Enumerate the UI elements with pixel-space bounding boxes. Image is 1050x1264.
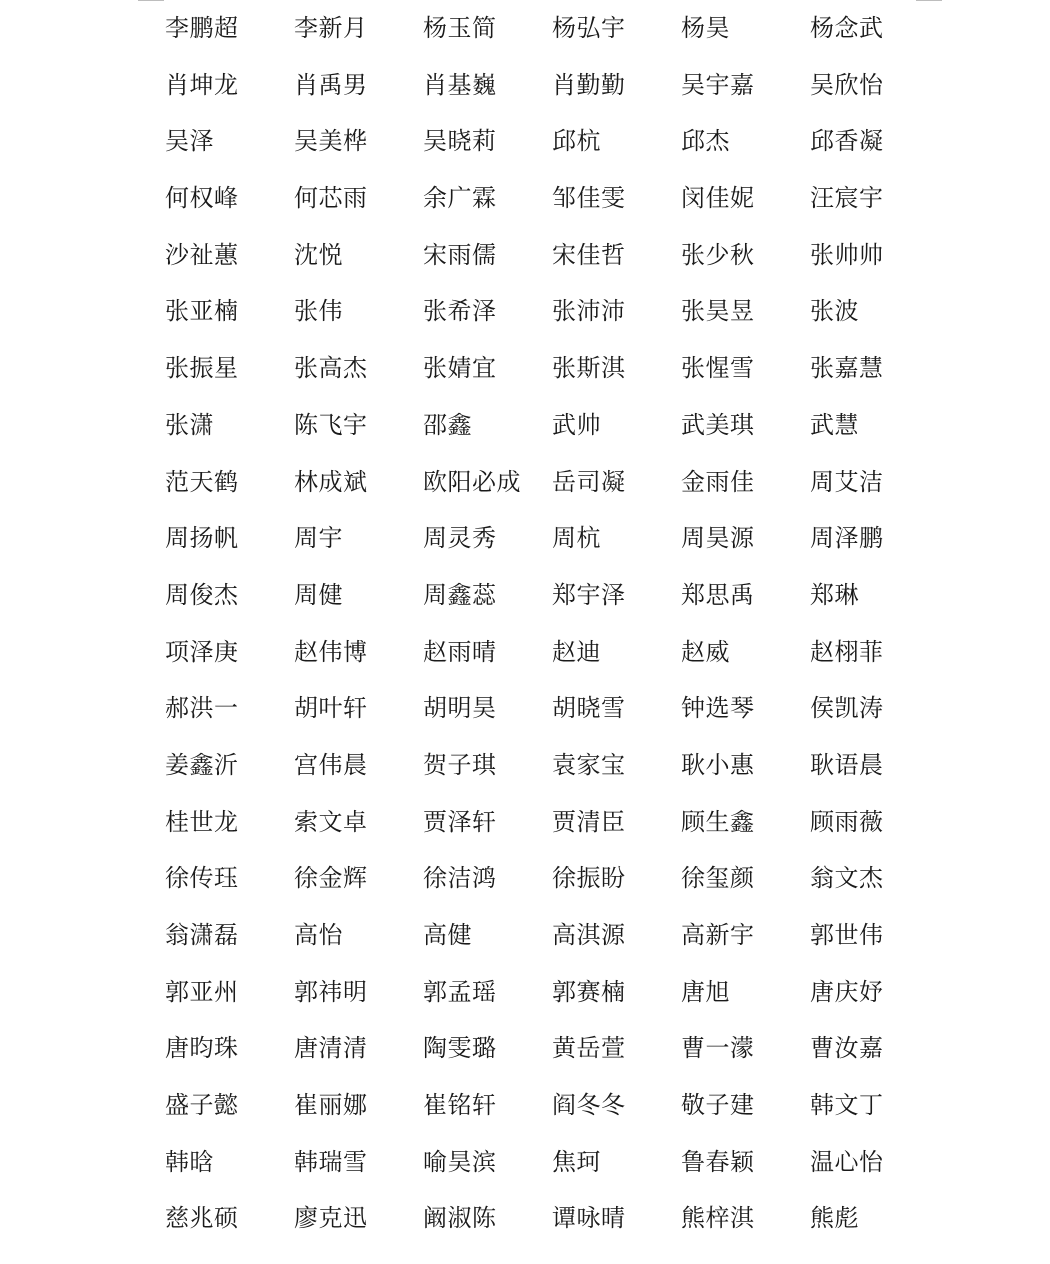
name-entry: 张波 (810, 297, 859, 326)
name-entry: 李鹏超 (165, 14, 239, 42)
name-entry: 周扬帆 (165, 524, 239, 553)
name-entry: 袁家宝 (552, 750, 626, 779)
name-entry: 赵栩菲 (810, 637, 884, 666)
name-entry: 胡叶轩 (294, 694, 368, 723)
name-entry: 赵迪 (552, 637, 601, 666)
name-entry: 崔铭轩 (423, 1091, 497, 1120)
name-entry: 曹汝嘉 (810, 1034, 884, 1063)
name-entry: 邵鑫 (423, 410, 472, 439)
name-entry: 周昊源 (681, 524, 755, 553)
name-entry: 邱香凝 (810, 127, 884, 156)
name-entry: 岳司凝 (552, 467, 626, 496)
name-entry: 高新宇 (681, 921, 755, 949)
name-entry: 张潇 (165, 410, 214, 439)
name-entry: 张希泽 (423, 297, 497, 326)
name-entry: 赵雨晴 (423, 637, 497, 666)
name-entry: 耿小惠 (681, 750, 755, 779)
name-entry: 徐金辉 (294, 864, 368, 893)
name-entry: 张沛沛 (552, 297, 626, 326)
name-entry: 翁文杰 (810, 864, 884, 893)
name-entry: 唐旭 (681, 977, 730, 1006)
name-entry: 沙祉蕙 (165, 240, 239, 269)
name-entry: 郝洪一 (165, 694, 239, 723)
name-entry: 肖坤龙 (165, 70, 239, 99)
name-entry: 慈兆硕 (165, 1204, 239, 1233)
name-entry: 郭赛楠 (552, 977, 626, 1006)
name-entry: 周泽鹏 (810, 524, 884, 553)
name-entry: 唐昀珠 (165, 1034, 239, 1063)
name-entry: 张昊昱 (681, 297, 755, 326)
name-entry: 贾清臣 (552, 807, 626, 836)
name-entry: 熊彪 (810, 1204, 859, 1233)
name-entry: 郭亚州 (165, 977, 239, 1006)
name-entry: 周灵秀 (423, 524, 497, 553)
name-entry: 周杭 (552, 524, 601, 553)
name-entry: 唐庆妤 (810, 977, 884, 1006)
name-entry: 吴泽 (165, 127, 214, 156)
top-divider-left (138, 0, 164, 1)
name-entry: 谭咏晴 (552, 1204, 626, 1233)
name-entry: 汪宸宇 (810, 184, 884, 213)
name-entry: 曹一濛 (681, 1034, 755, 1063)
name-entry: 宫伟晨 (294, 750, 368, 779)
name-entry: 李新月 (294, 14, 368, 42)
name-entry: 张惺雪 (681, 354, 755, 383)
name-entry: 贺子琪 (423, 750, 497, 779)
name-entry: 肖勤勤 (552, 70, 626, 99)
name-entry: 邱杰 (681, 127, 730, 156)
name-entry: 侯凯涛 (810, 694, 884, 723)
name-entry: 姜鑫沂 (165, 750, 239, 779)
name-entry: 贾泽轩 (423, 807, 497, 836)
name-entry: 周艾洁 (810, 467, 884, 496)
name-entry: 周俊杰 (165, 580, 239, 609)
name-entry: 宋雨儒 (423, 240, 497, 269)
name-entry: 郭祎明 (294, 977, 368, 1006)
name-entry: 韩瑞雪 (294, 1147, 368, 1176)
name-entry: 阚淑陈 (423, 1204, 497, 1233)
name-entry: 邹佳雯 (552, 184, 626, 213)
name-entry: 徐振盼 (552, 864, 626, 893)
name-entry: 张伟 (294, 297, 343, 326)
name-entry: 周健 (294, 580, 343, 609)
name-entry: 唐清清 (294, 1034, 368, 1063)
name-entry: 郑宇泽 (552, 580, 626, 609)
name-entry: 张振星 (165, 354, 239, 383)
name-entry: 郭世伟 (810, 921, 884, 949)
name-entry: 张少秋 (681, 240, 755, 269)
name-entry: 徐传珏 (165, 864, 239, 893)
name-entry: 张斯淇 (552, 354, 626, 383)
name-entry: 何权峰 (165, 184, 239, 213)
name-entry: 索文卓 (294, 807, 368, 836)
name-entry: 韩文丁 (810, 1091, 884, 1120)
name-entry: 张婧宜 (423, 354, 497, 383)
name-entry: 项泽庚 (165, 637, 239, 666)
name-entry: 钟选琴 (681, 694, 755, 723)
name-entry: 郑思禹 (681, 580, 755, 609)
name-entry: 顾雨薇 (810, 807, 884, 836)
name-entry: 邱杭 (552, 127, 601, 156)
name-entry: 陈飞宇 (294, 410, 368, 439)
name-entry: 赵伟博 (294, 637, 368, 666)
name-entry: 徐玺颜 (681, 864, 755, 893)
name-list (165, 0, 939, 1247)
name-entry: 耿语晨 (810, 750, 884, 779)
name-entry: 翁潇磊 (165, 921, 239, 949)
name-entry: 欧阳必成 (423, 467, 521, 496)
name-entry: 范天鹤 (165, 467, 239, 496)
name-entry: 周宇 (294, 524, 343, 553)
name-entry: 高怡 (294, 921, 343, 949)
name-entry: 张亚楠 (165, 297, 239, 326)
name-entry: 吴晓莉 (423, 127, 497, 156)
name-entry: 宋佳哲 (552, 240, 626, 269)
name-entry: 徐洁鸿 (423, 864, 497, 893)
name-entry: 陶雯璐 (423, 1034, 497, 1063)
name-entry: 张帅帅 (810, 240, 884, 269)
name-entry: 林成斌 (294, 467, 368, 496)
name-entry: 杨念武 (810, 14, 884, 42)
name-entry: 武帅 (552, 410, 601, 439)
name-entry: 桂世龙 (165, 807, 239, 836)
name-entry: 温心怡 (810, 1147, 884, 1176)
name-entry: 郭孟瑶 (423, 977, 497, 1006)
name-entry: 吴欣怡 (810, 70, 884, 99)
name-entry: 杨弘宇 (552, 14, 626, 42)
name-entry: 沈悦 (294, 240, 343, 269)
name-entry: 张高杰 (294, 354, 368, 383)
name-entry: 熊梓淇 (681, 1204, 755, 1233)
name-entry: 敬子建 (681, 1091, 755, 1120)
name-entry: 韩晗 (165, 1147, 214, 1176)
name-entry: 杨玉简 (423, 14, 497, 42)
name-entry: 闵佳妮 (681, 184, 755, 213)
name-entry: 金雨佳 (681, 467, 755, 496)
name-entry: 周鑫蕊 (423, 580, 497, 609)
name-entry: 盛子懿 (165, 1091, 239, 1120)
name-entry: 阎冬冬 (552, 1091, 626, 1120)
name-entry: 喻昊滨 (423, 1147, 497, 1176)
name-entry: 顾生鑫 (681, 807, 755, 836)
name-entry: 吴美桦 (294, 127, 368, 156)
name-entry: 黄岳萱 (552, 1034, 626, 1063)
name-entry: 武美琪 (681, 410, 755, 439)
name-entry: 焦珂 (552, 1147, 601, 1176)
name-entry: 张嘉慧 (810, 354, 884, 383)
name-entry: 高健 (423, 921, 472, 949)
name-entry: 杨昊 (681, 14, 730, 42)
name-entry: 崔丽娜 (294, 1091, 368, 1120)
name-entry: 高淇源 (552, 921, 626, 949)
name-entry: 鲁春颖 (681, 1147, 755, 1176)
name-entry: 赵威 (681, 637, 730, 666)
name-entry: 郑琳 (810, 580, 859, 609)
name-entry: 肖禹男 (294, 70, 368, 99)
name-entry: 胡晓雪 (552, 694, 626, 723)
name-entry: 吴宇嘉 (681, 70, 755, 99)
name-entry: 武慧 (810, 410, 859, 439)
name-entry: 何芯雨 (294, 184, 368, 213)
name-entry: 余广霖 (423, 184, 497, 213)
name-entry: 廖克迅 (294, 1204, 368, 1233)
name-entry: 肖基巍 (423, 70, 497, 99)
name-entry: 胡明昊 (423, 694, 497, 723)
